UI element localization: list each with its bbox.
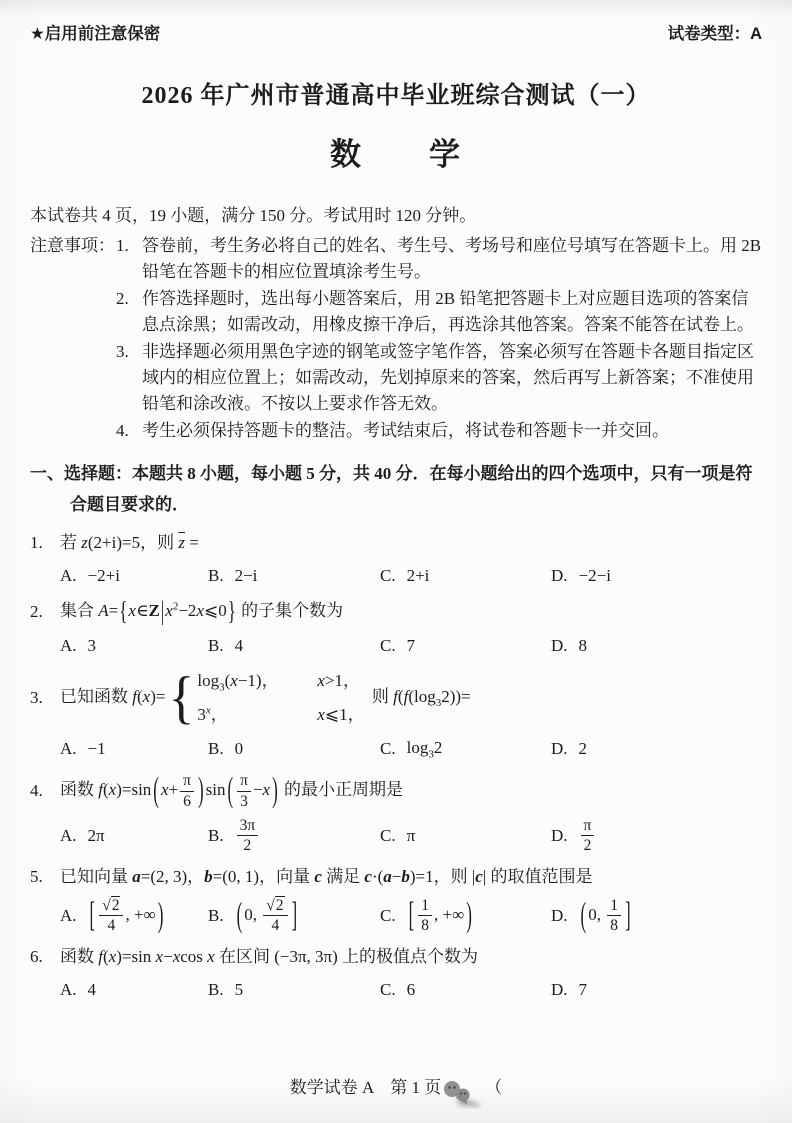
option-value: ( 0, $\frac{√2}{4}$ ] bbox=[236, 895, 298, 935]
option-label: D. bbox=[551, 566, 568, 586]
options-row bbox=[60, 735, 762, 763]
option-label: B. bbox=[208, 905, 224, 925]
page-header bbox=[30, 22, 762, 48]
option-label: A. bbox=[60, 566, 77, 586]
notice-text: 答卷前，考生务必将自己的姓名、考生号、考场号和座位号填写在答题卡上。用 2B 铅笔在答题卡的相应位置填涂考生号。 bbox=[142, 236, 762, 282]
notice-text: 非选择题必须用黑色字迹的钢笔或签字笔作答，答案必须写在答题卡各题目指定区域内的相应位置上；如需改动，先划掉原来的答案，然后再写上新答案；不准使用铅笔和涂改液。不按以上要求作答无效。 bbox=[142, 341, 754, 414]
option-a bbox=[60, 736, 208, 762]
option-label: A. bbox=[60, 738, 77, 758]
question-stem bbox=[30, 598, 762, 625]
option-a bbox=[60, 977, 208, 1003]
question-3 bbox=[30, 664, 762, 763]
question-6 bbox=[30, 944, 762, 1004]
option-value: 8 bbox=[578, 635, 588, 655]
option-label: A. bbox=[60, 825, 77, 845]
option-a bbox=[60, 563, 208, 589]
question-stem bbox=[30, 530, 762, 556]
question-stem bbox=[30, 772, 762, 810]
notice-number: 3. bbox=[116, 341, 129, 361]
option-label: C. bbox=[380, 825, 396, 845]
question-stem bbox=[30, 944, 762, 970]
notices-block bbox=[30, 233, 762, 444]
question-text: 已知函数 f(x)= { $\log_3(x-1)$， x>1， 3$^x$， x⩽1， 则 $f(f(\log_32))=$ bbox=[60, 664, 471, 730]
question-text: 若 z(2+i)=5，则 $\overline{z}$ = bbox=[60, 532, 199, 552]
option-label: A. bbox=[60, 905, 77, 925]
confidential-notice: ★启用前注意保密 bbox=[30, 25, 161, 43]
option-value: $\log_32$ bbox=[406, 737, 443, 761]
question-text: 集合 $A=\{x\in Z|x^2-2x⩽0\}$ 的子集个数为 bbox=[60, 596, 344, 627]
option-c bbox=[380, 563, 551, 589]
question-text: 函数 f(x)=sin ( x+ $\frac{\pi}{6}$ ) sin ( $\frac{\pi}{3}$ −x ) 的最小正周期是 bbox=[60, 770, 404, 810]
option-value: ( 0, $\frac{1}{8}$ ] bbox=[580, 895, 631, 935]
option-label: D. bbox=[551, 980, 568, 1000]
notices-label: 注意事项： bbox=[30, 236, 115, 256]
option-value: 4 bbox=[87, 980, 97, 1000]
option-b bbox=[208, 817, 380, 855]
options-row bbox=[60, 977, 762, 1003]
option-label: C. bbox=[380, 738, 396, 758]
question-2 bbox=[30, 598, 762, 659]
option-d bbox=[551, 633, 762, 659]
option-c bbox=[380, 633, 551, 659]
option-b bbox=[208, 633, 380, 659]
option-b bbox=[208, 977, 380, 1003]
option-label: B. bbox=[208, 738, 224, 758]
option-c bbox=[380, 897, 551, 935]
notice-text: 考生必须保持答题卡的整洁。考试结束后，将试卷和答题卡一并交回。 bbox=[142, 420, 669, 440]
option-d bbox=[551, 977, 762, 1003]
option-label: D. bbox=[551, 905, 568, 925]
option-value: 2−i bbox=[234, 566, 258, 586]
option-a bbox=[60, 823, 208, 849]
option-label: B. bbox=[208, 980, 224, 1000]
exam-info-line: 本试卷共 4 页，19 小题，满分 150 分。考试用时 120 分钟。 bbox=[30, 205, 477, 225]
option-value: −1 bbox=[87, 738, 106, 758]
subject-title: 数 学 bbox=[330, 136, 462, 172]
option-b bbox=[208, 563, 380, 589]
notice-text: 作答选择题时，选出每小题答案后，用 2B 铅笔把答题卡上对应题目选项的答案信息点涂黑；如需改动，用橡皮擦干净后，再选涂其他答案。答案不能答在试卷上。 bbox=[142, 288, 754, 335]
question-5 bbox=[30, 864, 762, 935]
option-c bbox=[380, 735, 551, 763]
notice-item-2 bbox=[116, 286, 762, 339]
question-4 bbox=[30, 772, 762, 854]
option-d bbox=[551, 817, 762, 855]
option-label: A. bbox=[60, 980, 77, 1000]
option-value: [ $\frac{1}{8}$ , +∞ ) bbox=[408, 895, 472, 935]
options-row bbox=[60, 817, 762, 855]
option-label: C. bbox=[380, 905, 396, 925]
option-label: B. bbox=[208, 566, 224, 586]
option-value: −2−i bbox=[578, 566, 611, 586]
option-value: 2 bbox=[578, 738, 588, 758]
option-b bbox=[208, 897, 380, 935]
question-text: 函数 f(x)=sin x−xcos x 在区间 (−3π, 3π) 上的极值点个数为 bbox=[60, 946, 479, 966]
option-value: 4 bbox=[234, 635, 244, 655]
notice-item-3 bbox=[116, 339, 762, 418]
exam-title: 2026 年广州市普通高中毕业班综合测试（一） bbox=[141, 82, 651, 109]
options-row bbox=[60, 897, 762, 935]
option-value: 7 bbox=[406, 635, 416, 655]
page-footer bbox=[30, 1073, 762, 1111]
question-stem bbox=[30, 864, 762, 890]
option-label: C. bbox=[380, 980, 396, 1000]
notice-item-1 bbox=[116, 233, 762, 286]
question-number: 4. bbox=[30, 780, 43, 800]
option-label: D. bbox=[551, 635, 568, 655]
option-value: $\frac{3\pi}{2}$ bbox=[235, 817, 261, 855]
footer-page-label: 数学试卷 A 第 1 页 bbox=[289, 1077, 442, 1097]
option-value: 0 bbox=[234, 738, 244, 758]
option-d bbox=[551, 736, 762, 762]
notice-number: 2. bbox=[116, 288, 129, 308]
option-value: $\frac{\pi}{2}$ bbox=[579, 817, 597, 855]
option-value: −2+i bbox=[87, 566, 120, 586]
option-d bbox=[551, 563, 762, 589]
question-1 bbox=[30, 530, 762, 590]
option-label: C. bbox=[380, 566, 396, 586]
option-label: D. bbox=[551, 825, 568, 845]
paper-type-label: 试卷类型：A bbox=[667, 25, 762, 43]
option-label: D. bbox=[551, 738, 568, 758]
question-number: 3. bbox=[30, 687, 43, 707]
option-value: 2+i bbox=[406, 566, 430, 586]
question-stem bbox=[30, 664, 762, 730]
question-number: 2. bbox=[30, 601, 43, 621]
option-c bbox=[380, 823, 551, 849]
question-text: 已知向量 a=(2, 3)，b=(0, 1)，向量 c 满足 c·(a−b)=1，则 |c| 的取值范围是 bbox=[60, 866, 593, 886]
option-a bbox=[60, 897, 208, 935]
option-value: [ $\frac{√2}{4}$ , +∞ ) bbox=[89, 895, 164, 935]
notice-number: 1. bbox=[116, 236, 129, 256]
option-value: 7 bbox=[578, 980, 588, 1000]
option-label: B. bbox=[208, 825, 224, 845]
option-label: A. bbox=[60, 635, 77, 655]
section-title: 一、选择题：本题共 8 小题，每小题 5 分，共 40 分．在每小题给出的四个选项中，只有一项是符合题目要求的． bbox=[30, 463, 753, 515]
option-c bbox=[380, 977, 551, 1003]
wechat-watermark-icon bbox=[443, 1079, 483, 1109]
option-a bbox=[60, 633, 208, 659]
option-b bbox=[208, 736, 380, 762]
options-row bbox=[60, 563, 762, 589]
option-value: 5 bbox=[234, 980, 244, 1000]
options-row bbox=[60, 633, 762, 659]
footer-obscured-char: （ bbox=[485, 1077, 503, 1097]
option-d bbox=[551, 897, 762, 935]
question-number: 5. bbox=[30, 866, 43, 886]
option-value: 2π bbox=[87, 825, 105, 845]
option-value: 6 bbox=[406, 980, 416, 1000]
option-label: B. bbox=[208, 635, 224, 655]
option-label: C. bbox=[380, 635, 396, 655]
option-value: π bbox=[406, 825, 416, 845]
notice-number: 4. bbox=[116, 420, 129, 440]
question-number: 6. bbox=[30, 946, 43, 966]
question-number: 1. bbox=[30, 532, 43, 552]
option-value: 3 bbox=[87, 635, 97, 655]
notice-item-4 bbox=[116, 418, 762, 444]
